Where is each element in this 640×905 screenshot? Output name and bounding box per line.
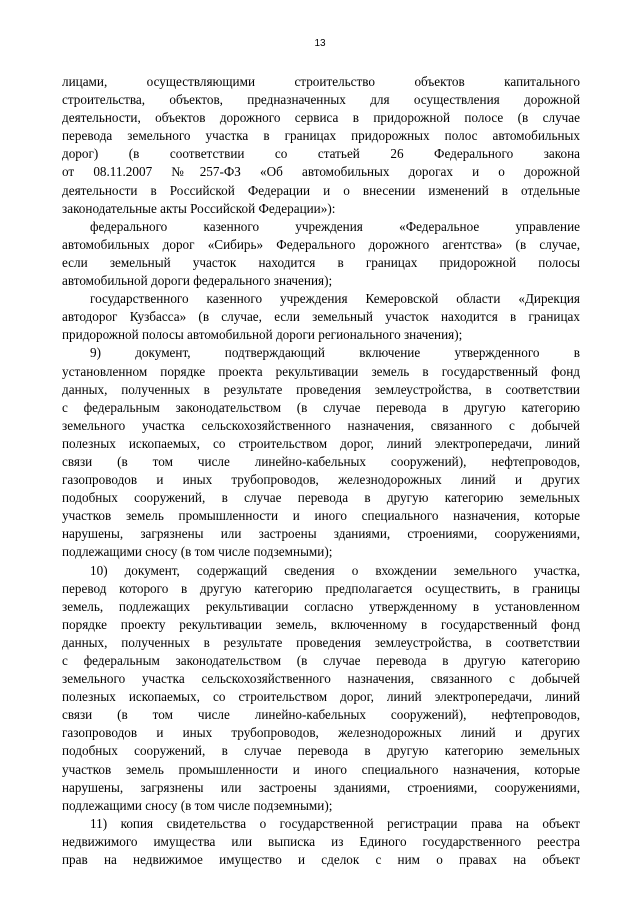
text-line: перевода земельного участка в границах придорожных полос автомобильных <box>62 128 580 144</box>
text-line: придорожной полосы автомобильной дороги регионального значения); <box>62 327 463 343</box>
text-line: деятельности, объектов дорожного сервиса в придорожной полосе (в случае <box>62 110 580 126</box>
text-line: порядке проекту рекультивации земель, включенному в государственный фонд <box>62 616 580 632</box>
text-line: с федеральным законодательством (в случае перевода в другую категорию <box>62 399 580 415</box>
paragraph <box>62 73 580 218</box>
paragraph <box>62 815 580 869</box>
text-line: деятельности в Российской Федерации и о внесении изменений в отдельные <box>62 182 580 198</box>
page-number: 13 <box>314 38 326 49</box>
text-line: от 08.11.2007 №257-ФЗ «Об автомобильных дорогах и о дорожной <box>62 164 580 180</box>
text-line: связи (в том числе линейно-кабельных сооружений), нефтепроводов, <box>62 453 580 469</box>
text-line: с федеральным законодательством (в случае перевода в другую категорию <box>62 653 580 668</box>
text-line: нарушены, загрязнены или застроены зданиями, строениями, сооружениями, <box>62 526 580 542</box>
text-line: автодорог Кузбасса» (в случае, если земельный участок находится в границах <box>62 309 580 325</box>
text-line: недвижимого имущества или выписка из Единого государственного реестра <box>62 833 580 849</box>
text-line: участков земель промышленности и иного специального назначения, которые <box>62 508 580 524</box>
text-line: газопроводов и иных трубопроводов, железнодорожных линий и других <box>62 725 580 741</box>
text-line: подлежащими сносу (в том числе подземными); <box>62 544 333 560</box>
text-line: земель, подлежащих рекультивации согласно утвержденному в установленном <box>62 598 580 614</box>
paragraph <box>62 344 580 561</box>
text-line: установленном порядке проекта рекультивации земель в государственный фонд <box>62 363 580 379</box>
text-line: если земельный участок находится в границах придорожной полосы <box>62 254 580 270</box>
text-line: земельного участка сельскохозяйственного назначения, связанного с добычей <box>62 417 580 433</box>
text-line: земельного участка сельскохозяйственного назначения, связанного с добычей <box>62 671 580 687</box>
text-line: полезных ископаемых, со строительством дорог, линий электропередачи, линий <box>62 435 580 451</box>
text-line: участков земель промышленности и иного специального назначения, которые <box>62 761 580 777</box>
text-line: подобных сооружений, в случае перевода в другую категорию земельных <box>62 743 580 759</box>
text-line: данных, полученных в результате проведения землеустройства, в соответствии <box>62 634 580 650</box>
text-line: связи (в том числе линейно-кабельных сооружений), нефтепроводов, <box>62 707 580 723</box>
text-line: полезных ископаемых, со строительством дорог, линий электропередачи, линий <box>62 689 580 705</box>
text-line: федерального казенного учреждения «Федеральное управление <box>90 218 580 234</box>
text-line: перевод которого в другую категорию предполагается осуществить, в границы <box>62 580 580 596</box>
text-line: нарушены, загрязнены или застроены зданиями, строениями, сооружениями, <box>62 779 580 795</box>
text-line: подлежащими сносу (в том числе подземными); <box>62 797 333 813</box>
text-line: 9) документ, подтверждающий включение утвержденного в <box>90 345 580 361</box>
paragraph <box>62 290 580 344</box>
text-line: дорог) (в соответствии со статьей 26 Федерального закона <box>62 146 580 162</box>
text-line: законодательные акты Российской Федерации»): <box>62 200 336 216</box>
text-line: прав на недвижимое имущество и сделок с ним о правах на объект <box>62 852 580 868</box>
text-line: государственного казенного учреждения Кемеровской области «Дирекция <box>90 291 580 307</box>
paragraph <box>62 218 580 290</box>
text-line: газопроводов и иных трубопроводов, железнодорожных линий и других <box>62 472 580 488</box>
text-line: автомобильной дороги федерального значения); <box>62 273 333 289</box>
text-line: данных, полученных в результате проведения землеустройства, в соответствии <box>62 381 580 397</box>
text-line: автомобильных дорог «Сибирь» Федерального дорожного агентства» (в случае, <box>62 236 580 252</box>
paragraph <box>62 562 580 815</box>
text-line: 11) копия свидетельства о государственной регистрации права на объект <box>90 815 580 831</box>
text-line: подобных сооружений, в случае перевода в другую категорию земельных <box>62 490 580 506</box>
text-line: 10) документ, содержащий сведения о вхождении земельного участка, <box>90 562 580 578</box>
text-line: лицами, осуществляющими строительство объектов капитального <box>62 74 580 89</box>
document-body <box>62 73 580 869</box>
text-line: строительства, объектов, предназначенных для осуществления дорожной <box>62 92 580 108</box>
